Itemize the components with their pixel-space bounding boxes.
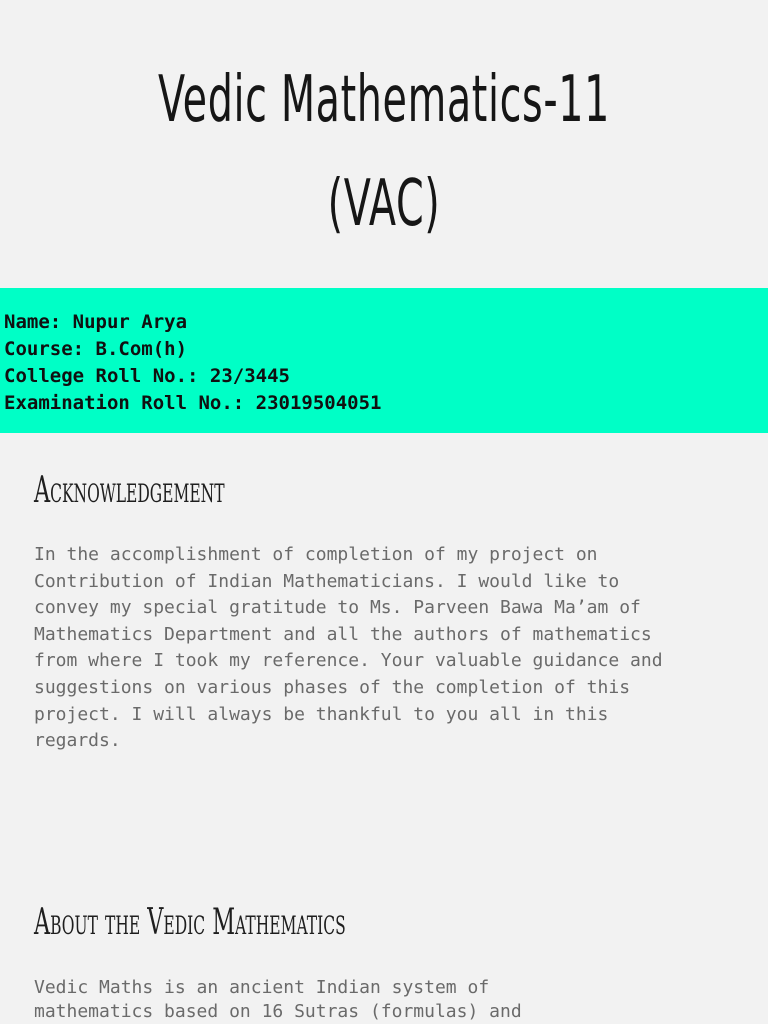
paragraph-line: Mathematics Department and all the authors of mathematics bbox=[34, 623, 652, 645]
title-line-2: (VAC) bbox=[327, 167, 441, 241]
title-line-1: Vedic Mathematics-11 bbox=[157, 63, 611, 137]
paragraph-line: convey my special gratitude to Ms. Parveen Bawa Ma’am of bbox=[34, 597, 641, 619]
student-name: Name: Nupur Arya bbox=[4, 311, 188, 333]
paragraph-line: regards. bbox=[34, 730, 121, 752]
examination-roll-no: Examination Roll No.: 23019504051 bbox=[4, 392, 382, 414]
about-heading: About the Vedic Mathematics bbox=[34, 902, 346, 943]
document-title bbox=[146, 48, 622, 256]
paragraph-line: Contribution of Indian Mathematicians. I would like to bbox=[34, 570, 620, 592]
college-roll-no: College Roll No.: 23/3445 bbox=[4, 365, 290, 387]
about-paragraph bbox=[34, 976, 734, 1024]
paragraph-line: Vedic Maths is an ancient Indian system of bbox=[34, 977, 490, 998]
paragraph-line: from where I took my reference. Your valuable guidance and bbox=[34, 650, 663, 672]
paragraph-line: suggestions on various phases of the completion of this bbox=[34, 676, 631, 698]
student-course: Course: B.Com(h) bbox=[4, 338, 188, 360]
acknowledgement-paragraph bbox=[34, 542, 734, 755]
paragraph-line: In the accomplishment of completion of my project on bbox=[34, 544, 598, 565]
paragraph-line: mathematics based on 16 Sutras (formulas) and bbox=[34, 1001, 522, 1022]
student-info bbox=[4, 309, 382, 417]
acknowledgement-heading: Acknowledgement bbox=[34, 470, 225, 511]
paragraph-line: project. I will always be thankful to you all in this bbox=[34, 703, 609, 725]
